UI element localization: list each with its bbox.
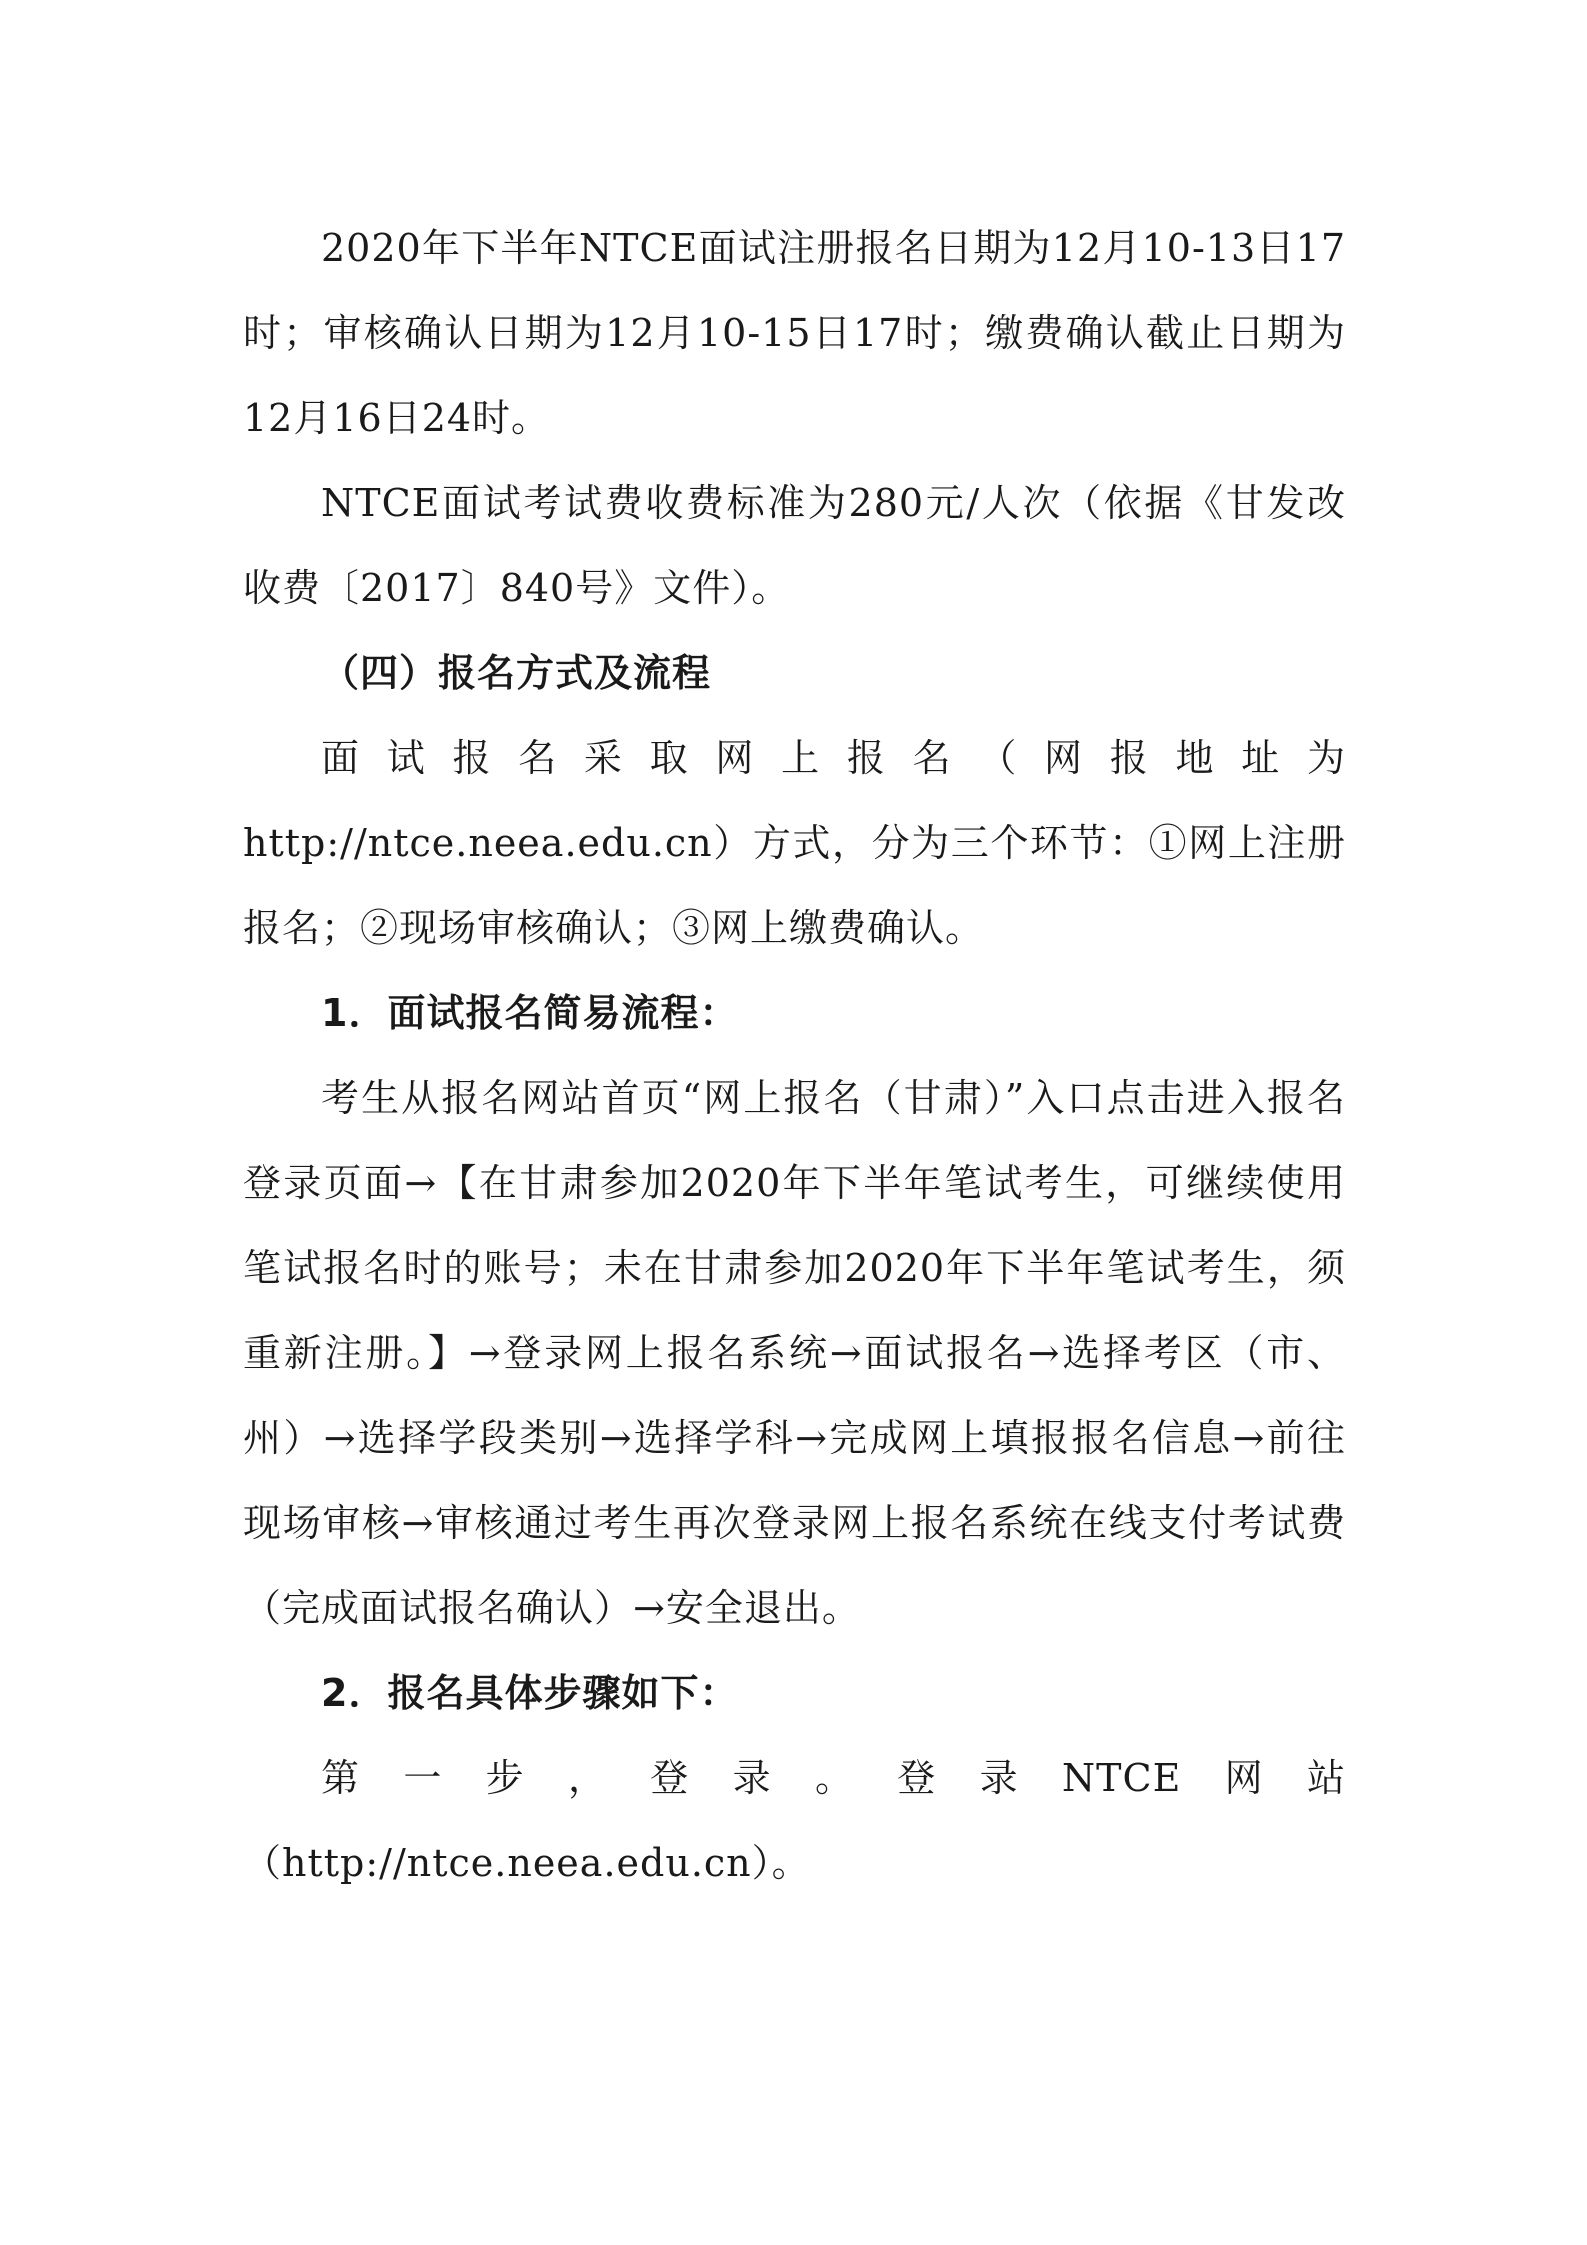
simple-process-paragraph: 考生从报名网站首页“网上报名（甘肃）”入口点击进入报名登录页面→【在甘肃参加2020年下半年笔试考生，可继续使用笔试报名时的账号；未在甘肃参加2020年下半年笔试考生，须重新注册。】→登录网上报名系统→面试报名→选择考区（市、州）→选择学段类别→选择学科→完成网上填报报名信息→前往现场审核→审核通过考生再次登录网上报名系统在线支付考试费（完成面试报名确认）→安全退出。 — [243, 1076, 1346, 1630]
registration-method-paragraph-rest: http://ntce.neea.edu.cn）方式，分为三个环节：①网上注册报名；②现场审核确认；③网上缴费确认。 — [243, 821, 1346, 950]
section-heading-registration-method: （四）报名方式及流程 — [321, 651, 712, 695]
registration-method-paragraph-line1: 面试报名采取网上报名（网报地址为 — [321, 736, 1346, 780]
subheading-detailed-steps: 2．报名具体步骤如下： — [321, 1671, 739, 1715]
subheading-simple-process: 1．面试报名简易流程： — [321, 991, 739, 1035]
step-one-paragraph-rest: （http://ntce.neea.edu.cn）。 — [243, 1841, 811, 1885]
exam-fee-paragraph: NTCE面试考试费收费标准为280元/人次（依据《甘发改收费〔2017〕840号》文件）。 — [243, 481, 1346, 610]
step-one-paragraph-line1: 第一步，登录。登录NTCE网站 — [321, 1756, 1346, 1800]
document-body — [243, 206, 1346, 1906]
registration-dates-paragraph: 2020年下半年NTCE面试注册报名日期为12月10-13日17时；审核确认日期为12月10-15日17时；缴费确认截止日期为12月16日24时。 — [243, 226, 1346, 440]
